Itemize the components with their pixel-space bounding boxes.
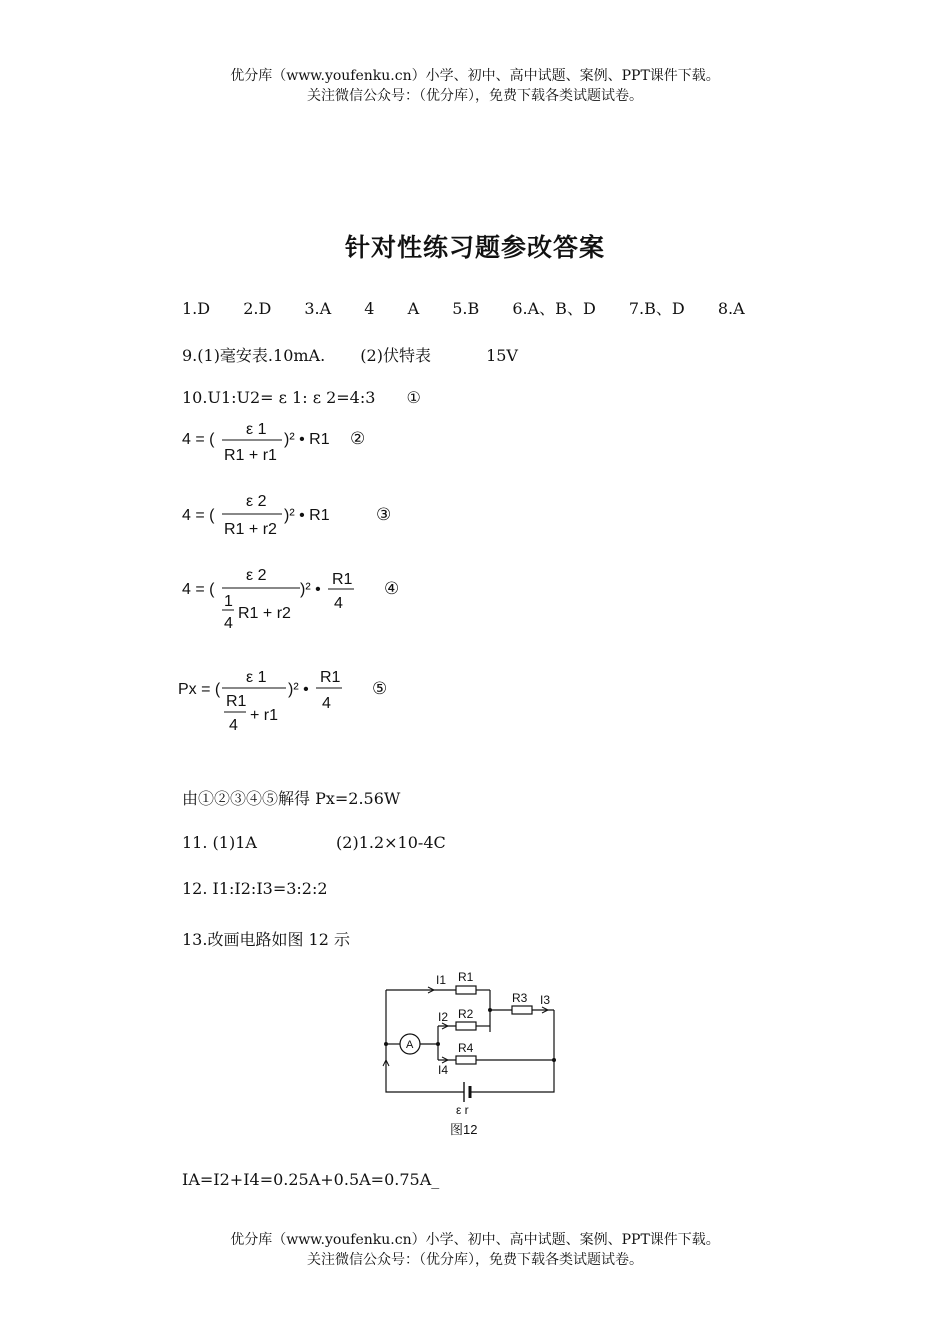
answer-12: 12. I1:I2:I3=3:2:2 bbox=[182, 879, 328, 898]
formula-4-den-bottom: 4 bbox=[224, 615, 233, 632]
mc-answer: A bbox=[407, 299, 420, 318]
junction-dot bbox=[436, 1042, 440, 1046]
formula-5-den-bottom: 4 bbox=[229, 717, 238, 734]
formula-4-lhs: 4 = ( bbox=[182, 581, 215, 598]
formula-2-lhs: 4 = ( bbox=[182, 431, 215, 448]
junction-dot bbox=[384, 1042, 388, 1046]
formula-3-denominator: R1 + r2 bbox=[224, 521, 277, 538]
mc-answer: 3.A bbox=[304, 299, 332, 318]
formula-5-lhs: Px = ( bbox=[178, 681, 221, 698]
formula-5-den-top: R1 bbox=[226, 693, 247, 710]
header-line-2: 关注微信公众号：（优分库），免费下载各类试题试卷。 bbox=[307, 88, 643, 104]
formula-4-rhs: )² • bbox=[300, 581, 321, 598]
answer-10-prefix: 10. bbox=[182, 388, 208, 407]
resistor-r1 bbox=[456, 986, 476, 994]
formula-5-frac-num: R1 bbox=[320, 669, 341, 686]
equation-mark-2: ② bbox=[350, 429, 366, 448]
junction-dot bbox=[552, 1058, 556, 1062]
mc-answers bbox=[182, 296, 745, 319]
mc-answer: 2.D bbox=[243, 299, 272, 318]
formula-2-numerator: ε 1 bbox=[246, 421, 267, 438]
formula-5-den-rest: + r1 bbox=[250, 707, 279, 724]
formula-3-numerator: ε 2 bbox=[246, 493, 267, 510]
label-r2: R2 bbox=[458, 1007, 474, 1021]
junction-dot bbox=[488, 1008, 492, 1012]
mc-answer: 8.A bbox=[717, 299, 745, 318]
formula-4-den-rest: R1 + r2 bbox=[238, 605, 291, 622]
label-i4: I4 bbox=[438, 1063, 449, 1077]
answer-9-part1: 9.(1)毫安表.10mA. bbox=[182, 346, 326, 365]
answer-13-result: IA=I2+I4=0.25A+0.5A=0.75A_ bbox=[182, 1170, 440, 1189]
formula-4-den-top: 1 bbox=[224, 593, 233, 610]
label-i2: I2 bbox=[438, 1010, 449, 1024]
solve-result: 由①②③④⑤解得 Px=2.56W bbox=[182, 789, 401, 808]
formula-5-numerator: ε 1 bbox=[246, 669, 267, 686]
formula-3-rhs: )² • R1 bbox=[284, 507, 330, 524]
resistor-r4 bbox=[456, 1056, 476, 1064]
equation-mark-4: ④ bbox=[384, 579, 400, 598]
formula-5 bbox=[170, 660, 490, 740]
formula-2-denominator: R1 + r1 bbox=[224, 447, 277, 464]
resistor-r2 bbox=[456, 1022, 476, 1030]
mc-answer: 7.B、D bbox=[628, 299, 685, 318]
formula-2-rhs: )² • R1 bbox=[284, 431, 330, 448]
figure-caption: 图12 bbox=[450, 1122, 478, 1137]
page-footer bbox=[0, 1230, 950, 1270]
header-line-1: 优分库（www.youfenku.cn）小学、初中、高中试题、案例、PPT课件下载。 bbox=[230, 68, 720, 84]
resistor-r3 bbox=[512, 1006, 532, 1014]
page-title: 针对性练习题参改答案 bbox=[344, 233, 605, 262]
equation-mark-3: ③ bbox=[376, 505, 392, 524]
equation-mark-1: ① bbox=[406, 388, 421, 407]
formula-4-numerator: ε 2 bbox=[246, 567, 267, 584]
answer-10 bbox=[182, 388, 421, 407]
answer-9-part3: 15V bbox=[486, 346, 518, 365]
label-r4: R4 bbox=[458, 1041, 474, 1055]
formula-5-frac-den: 4 bbox=[322, 695, 331, 712]
mc-answer: 5.B bbox=[452, 299, 480, 318]
page-header bbox=[0, 66, 950, 106]
label-battery: ε r bbox=[456, 1103, 469, 1117]
answer-11 bbox=[182, 833, 446, 852]
answer-9-part2: (2)伏特表 bbox=[360, 346, 431, 365]
mc-answer: 6.A、B、D bbox=[512, 299, 596, 318]
footer-line-2: 关注微信公众号：（优分库），免费下载各类试题试卷。 bbox=[307, 1252, 643, 1268]
answer-9 bbox=[182, 343, 518, 366]
formula-3-lhs: 4 = ( bbox=[182, 507, 215, 524]
ammeter-label: A bbox=[406, 1039, 414, 1051]
formula-2 bbox=[170, 414, 490, 474]
label-i1: I1 bbox=[436, 973, 447, 987]
answer-13: 13.改画电路如图 12 示 bbox=[182, 930, 350, 949]
footer-line-1: 优分库（www.youfenku.cn）小学、初中、高中试题、案例、PPT课件下载。 bbox=[230, 1232, 720, 1248]
label-r1: R1 bbox=[458, 970, 474, 984]
answer-11-part1: 11. (1)1A bbox=[182, 833, 257, 852]
answer-11-part2: (2)1.2×10-4C bbox=[336, 833, 446, 852]
label-r3: R3 bbox=[512, 991, 528, 1005]
answer-10-ratio: U1:U2= ε 1: ε 2=4:3 bbox=[207, 388, 376, 407]
circuit-diagram-figure-12 bbox=[378, 968, 578, 1143]
equation-mark-5: ⑤ bbox=[372, 679, 388, 698]
label-i3: I3 bbox=[540, 993, 551, 1007]
formula-3 bbox=[170, 488, 490, 548]
formula-4-frac-den: 4 bbox=[334, 595, 343, 612]
mc-answer: 4 bbox=[364, 299, 375, 318]
formula-5-rhs: )² • bbox=[288, 681, 309, 698]
mc-answer: 1.D bbox=[182, 299, 211, 318]
formula-4-frac-num: R1 bbox=[332, 571, 353, 588]
formula-4 bbox=[170, 560, 490, 640]
